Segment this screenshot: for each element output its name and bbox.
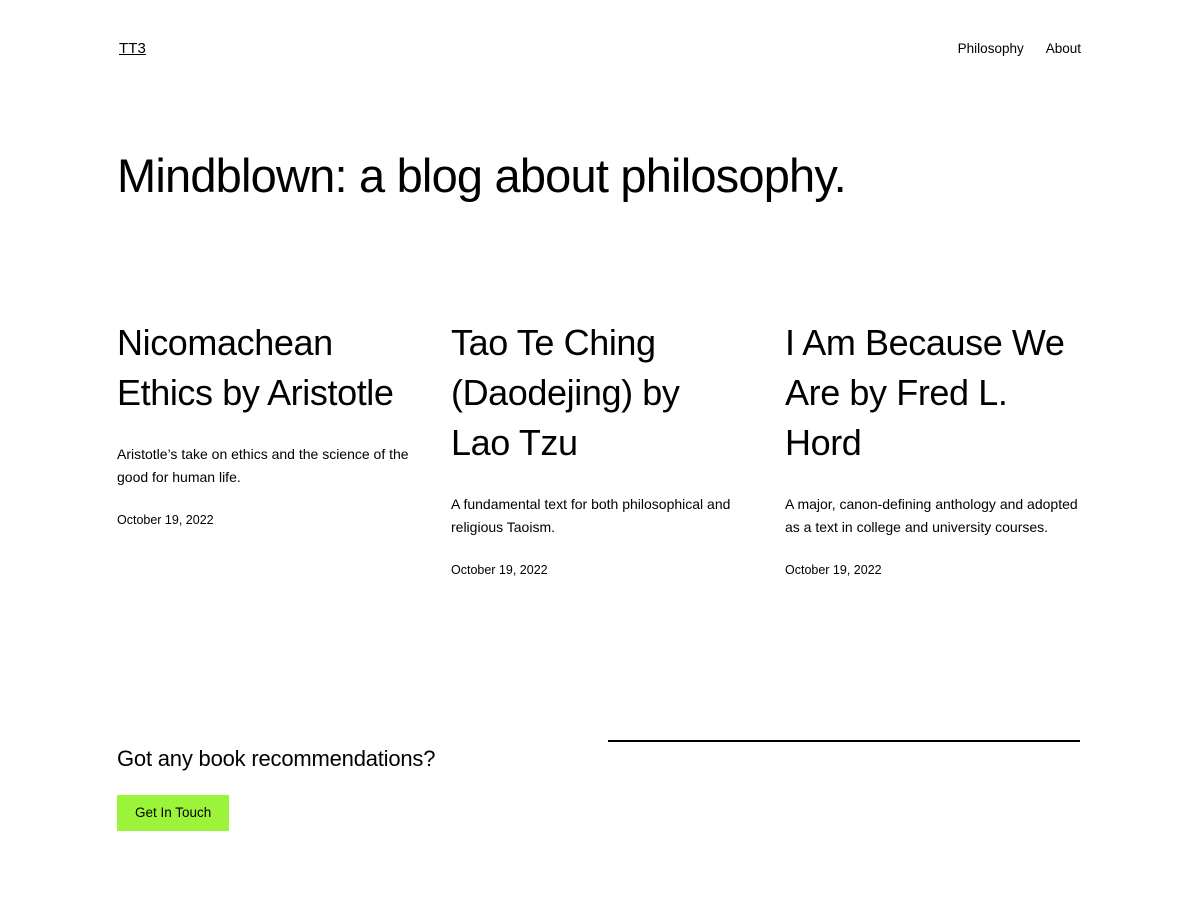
post-excerpt: A major, canon-defining anthology and adopted as a text in college and university courses. [785,496,1078,535]
post-date: October 19, 2022 [117,513,214,527]
post-card [451,318,747,579]
primary-nav [958,38,1081,60]
get-in-touch-button[interactable]: Get In Touch [117,795,229,831]
nav-item-philosophy[interactable]: Philosophy [957,41,1024,56]
hero-section [117,150,1057,203]
nav-item-about[interactable]: About [1045,41,1081,56]
site-header [119,38,1081,60]
post-title[interactable]: Tao Te Ching (Daodejing) by Lao Tzu [451,322,680,463]
site-title[interactable]: TT3 [119,40,146,57]
post-card [117,318,413,579]
cta-heading: Got any book recommendations? [117,746,436,771]
post-date: October 19, 2022 [451,563,548,577]
post-card [785,318,1081,579]
post-excerpt: A fundamental text for both philosophical and religious Taoism. [451,496,731,535]
page-title: Mindblown: a blog about philosophy. [117,149,846,202]
post-list [117,318,1081,579]
post-title[interactable]: Nicomachean Ethics by Aristotle [117,322,394,413]
post-title[interactable]: I Am Because We Are by Fred L. Hord [785,322,1065,463]
divider [608,740,1080,742]
post-excerpt: Aristotle’s take on ethics and the science of the good for human life. [117,446,409,485]
post-date: October 19, 2022 [785,563,882,577]
